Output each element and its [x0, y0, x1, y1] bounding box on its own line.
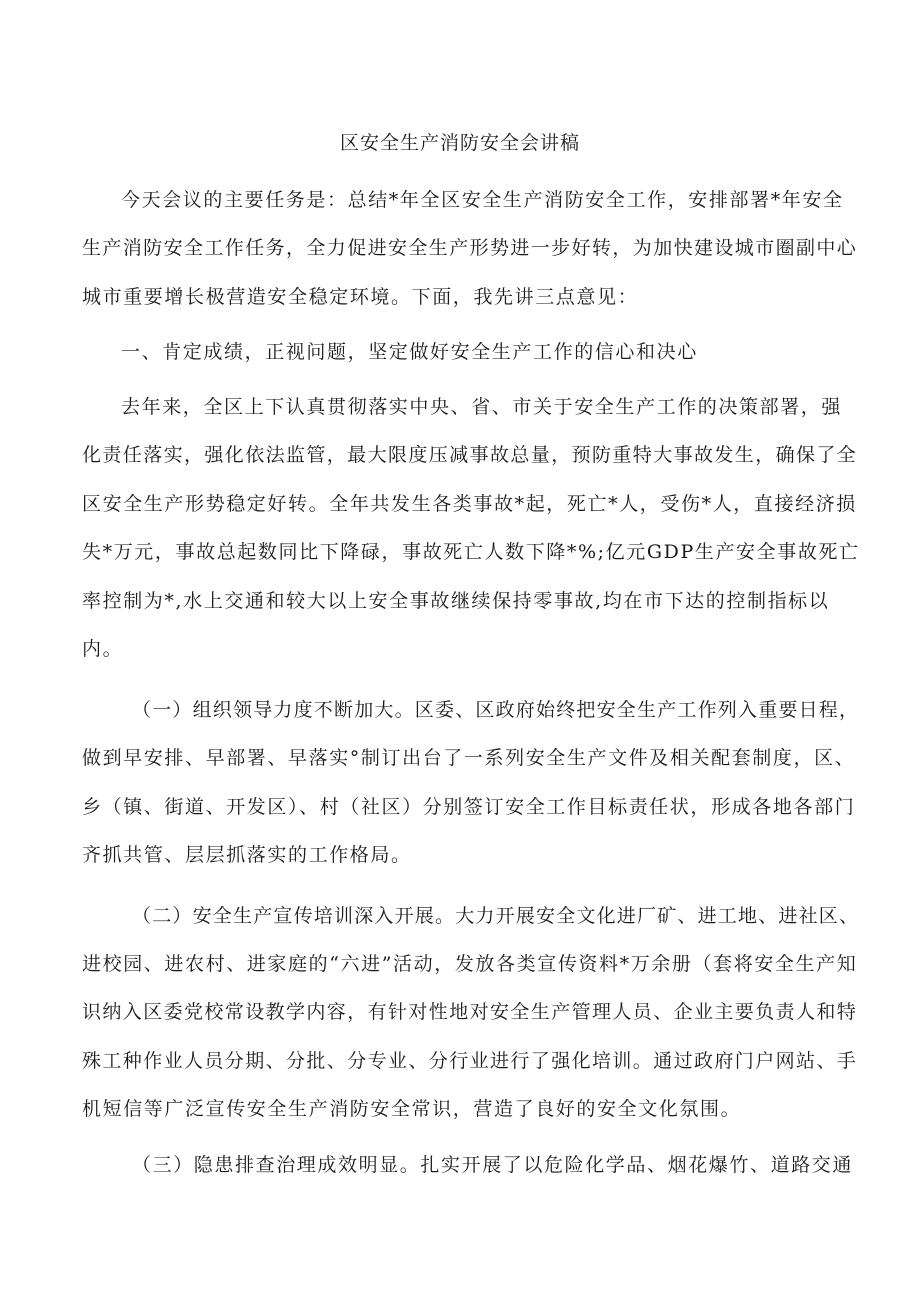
paragraph-line: （二）安全生产宣传培训深入开展。大力开展安全文化进厂矿、进工地、进社区、 [132, 905, 860, 927]
paragraph-line: 殊工种作业人员分期、分批、分专业、分行业进行了强化培训。通过政府门户网站、手 [82, 1050, 858, 1072]
document-title: 区安全生产消防安全会讲稿 [339, 132, 580, 154]
paragraph-line: 去年来，全区上下认真贯彻落实中央、省、市关于安全生产工作的决策部署，强 [121, 396, 843, 418]
paragraph-line: 齐抓共管、层层抓落实的工作格局。 [82, 844, 412, 866]
paragraph-line: 生产消防安全工作任务，全力促进安全生产形势进一步好转，为加快建设城市圈副中心 [82, 237, 858, 259]
section-heading: 一、肯定成绩，正视问题，坚定做好安全生产工作的信心和决心 [121, 341, 698, 363]
paragraph-line: 失*万元，事故总起数同比下降碌，事故死亡人数下降*%;亿元GDP生产安全事故死亡 [82, 541, 860, 563]
paragraph-line: （一）组织领导力度不断加大。区委、区政府始终把安全生产工作列入重要日程， [132, 699, 860, 721]
paragraph-line: 率控制为*,水上交通和较大以上安全事故继续保持零事故,均在市下达的控制指标以 [82, 590, 830, 612]
paragraph-line: 化责任落实，强化依法监管，最大限度压减事故总量，预防重特大事故发生，确保了全 [82, 444, 858, 466]
paragraph-line: 做到早安排、早部署、早落实°制订出台了一系列安全生产文件及相关配套制度，区、 [82, 747, 856, 769]
paragraph-line: 进校园、进农村、进家庭的“六进”活动，发放各类宣传资料*万余册（套将安全生产知 [82, 953, 858, 975]
paragraph-line: 区安全生产形势稳定好转。全年共发生各类事故*起，死亡*人，受伤*人，直接经济损 [82, 493, 857, 515]
paragraph-line: 识纳入区委党校常设教学内容，有针对性地对安全生产管理人员、企业主要负责人和特 [82, 1001, 858, 1023]
paragraph-line: 乡（镇、街道、开发区）、村（社区）分别签订安全工作目标责任状，形成各地各部门 [82, 796, 856, 818]
paragraph-line: 内。 [82, 638, 124, 660]
paragraph-line: 城市重要增长极营造安全稳定环境。下面，我先讲三点意见： [82, 286, 639, 308]
paragraph-line: （三）隐患排查治理成效明显。扎实开展了以危险化学品、烟花爆竹、道路交通 [132, 1154, 854, 1176]
paragraph-line: 今天会议的主要任务是：总结*年全区安全生产消防安全工作，安排部署*年安全 [121, 189, 844, 211]
paragraph-line: 机短信等广泛宣传安全生产消防安全常识，营造了良好的安全文化氛围。 [82, 1098, 742, 1120]
